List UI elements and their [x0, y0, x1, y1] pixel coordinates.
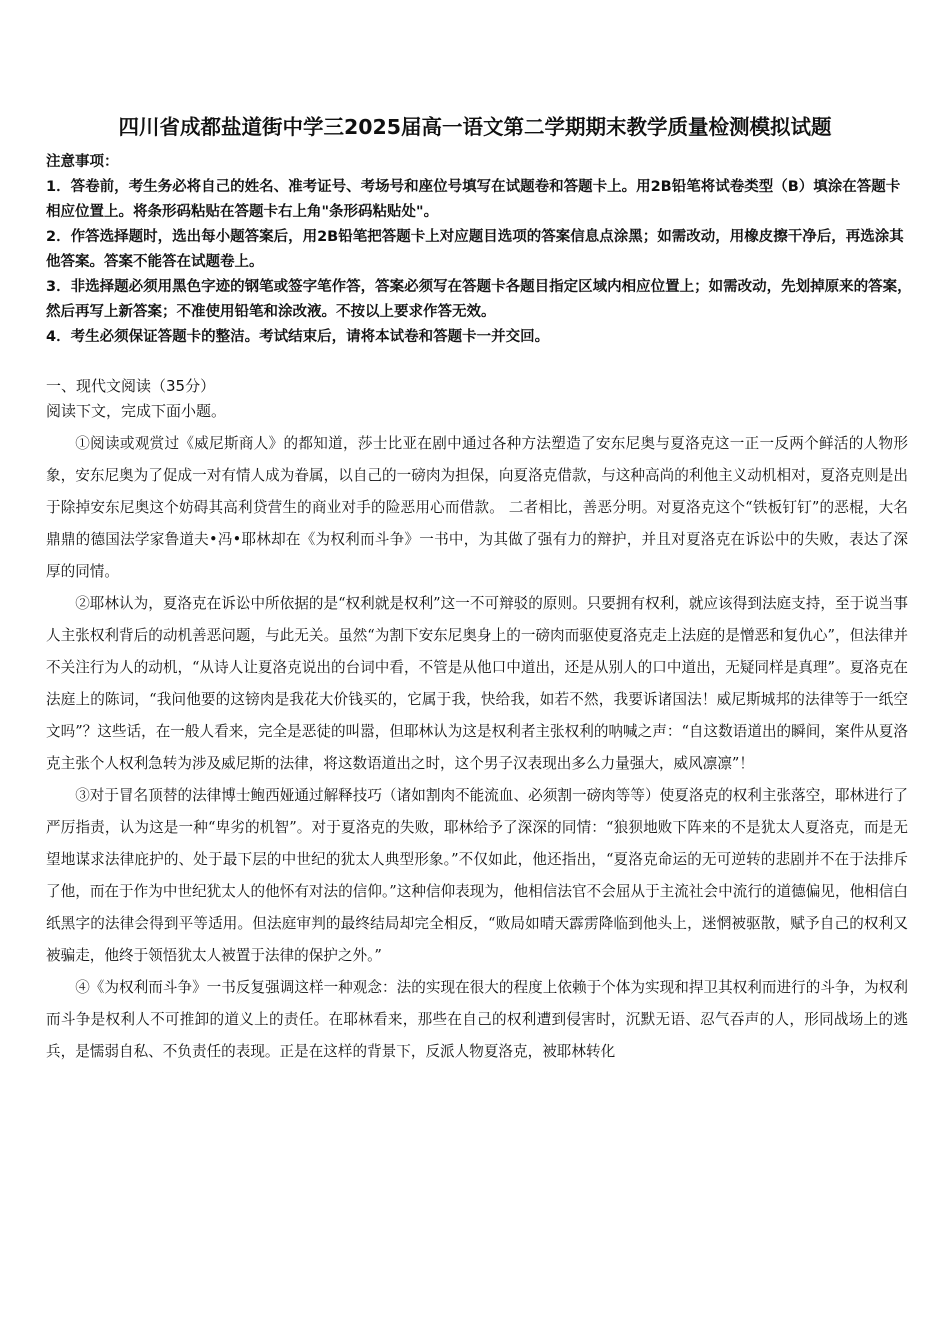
reading-passage — [46, 428, 908, 1068]
notice-item: 2．作答选择题时，选出每小题答案后，用2B铅笔把答题卡上对应题目选项的答案信息点涂黑；如需改动，用橡皮擦干净后，再选涂其他答案。答案不能答在试题卷上。 — [46, 229, 904, 270]
notice-item: 1．答卷前，考生务必将自己的姓名、准考证号、考场号和座位号填写在试题卷和答题卡上。用2B铅笔将试卷类型（B）填涂在答题卡相应位置上。将条形码粘贴在答题卡右上角"条形码粘贴处"。 — [46, 179, 901, 220]
notice-item: 4．考生必须保证答题卡的整洁。考试结束后，请将本试卷和答题卡一并交回。 — [46, 329, 550, 345]
section-heading: 一、现代文阅读（35分） — [46, 377, 216, 395]
passage-paragraph: ①阅读或观赏过《威尼斯商人》的都知道，莎士比亚在剧中通过各种方法塑造了安东尼奥与夏洛克这一正一反两个鲜活的人物形象，安东尼奥为了促成一对有情人成为眷属，以自己的一磅肉为担保，向夏洛克借款，与这种高尚的利他主义动机相对，夏洛克则是出于除掉安东尼奥这个妨碍其高利贷营生的商业对手的险恶用心而借款。 二者相比，善恶分明。对夏洛克这个“铁板钉钉”的恶棍，大名鼎鼎的德国法学家鲁道夫•冯•耶林却在《为权利而斗争》一书中，为其做了强有力的辩护，并且对夏洛克在诉讼中的失败，表达了深厚的同情。 — [46, 435, 908, 580]
passage-paragraph: ④《为权利而斗争》一书反复强调这样一种观念：法的实现在很大的程度上依赖于个体为实现和捍卫其权利而进行的斗争，为权利而斗争是权利人不可推卸的道义上的责任。在耶林看来，那些在自己的权利遭到侵害时，沉默无语、忍气吞声的人，形同战场上的逃兵，是懦弱自私、不负责任的表现。正是在这样的背景下，反派人物夏洛克，被耶林转化 — [46, 979, 908, 1060]
section-instruction: 阅读下文，完成下面小题。 — [46, 402, 227, 420]
passage-paragraph: ②耶林认为，夏洛克在诉讼中所依据的是“权利就是权利”这一不可辩驳的原则。只要拥有权利，就应该得到法庭支持，至于说当事人主张权利背后的动机善恶问题，与此无关。虽然“为割下安东尼奥身上的一磅肉而驱使夏洛克走上法庭的是憎恶和复仇心”，但法律并不关注行为人的动机，“从诗人让夏洛克说出的台词中看，不管是从他口中道出，还是从别人的口中道出，无疑同样是真理”。夏洛克在法庭上的陈词，“我问他要的这镑肉是我花大价钱买的，它属于我，快给我，如若不然，我要诉诸国法！威尼斯城邦的法律等于一纸空文吗”？这些话，在一般人看来，完全是恶徒的叫嚣，但耶林认为这是权利者主张权利的呐喊之声：“自这数语道出的瞬间，案件从夏洛克主张个人权利急转为涉及威尼斯的法律，将这数语道出之时，这个男子汉表现出多么力量强大，威风凛凛”！ — [46, 595, 908, 772]
passage-paragraph: ③对于冒名顶替的法律博士鲍西娅通过解释技巧（诸如割肉不能流血、必须割一磅肉等等）使夏洛克的权利主张落空，耶林进行了严厉指责，认为这是一种“卑劣的机智”。对于夏洛克的失败，耶林给予了深深的同情：“狼狈地败下阵来的不是犹太人夏洛克，而是无望地谋求法律庇护的、处于最下层的中世纪的犹太人典型形象。”不仅如此，他还指出，“夏洛克命运的无可逆转的悲剧并不在于法排斥了他，而在于作为中世纪犹太人的他怀有对法的信仰。”这种信仰表现为，他相信法官不会屈从于主流社会中流行的道德偏见，他相信白纸黑字的法律会得到平等适用。但法庭审判的最终结局却完全相反，“败局如晴天霹雳降临到他头上，迷惘被驱散，赋予自己的权利又被骗走，他终于领悟犹太人被置于法律的保护之外。” — [46, 787, 908, 964]
exam-title: 四川省成都盐道街中学三2025届高一语文第二学期期末教学质量检测模拟试题 — [118, 115, 832, 139]
notice-heading: 注意事项： — [46, 154, 119, 170]
notice-item: 3．非选择题必须用黑色字迹的钢笔或签字笔作答，答案必须写在答题卡各题目指定区域内相应位置上；如需改动，先划掉原来的答案，然后再写上新答案；不准使用铅笔和涂改液。不按以上要求作答无效。 — [46, 279, 912, 320]
notice-block — [46, 150, 914, 350]
